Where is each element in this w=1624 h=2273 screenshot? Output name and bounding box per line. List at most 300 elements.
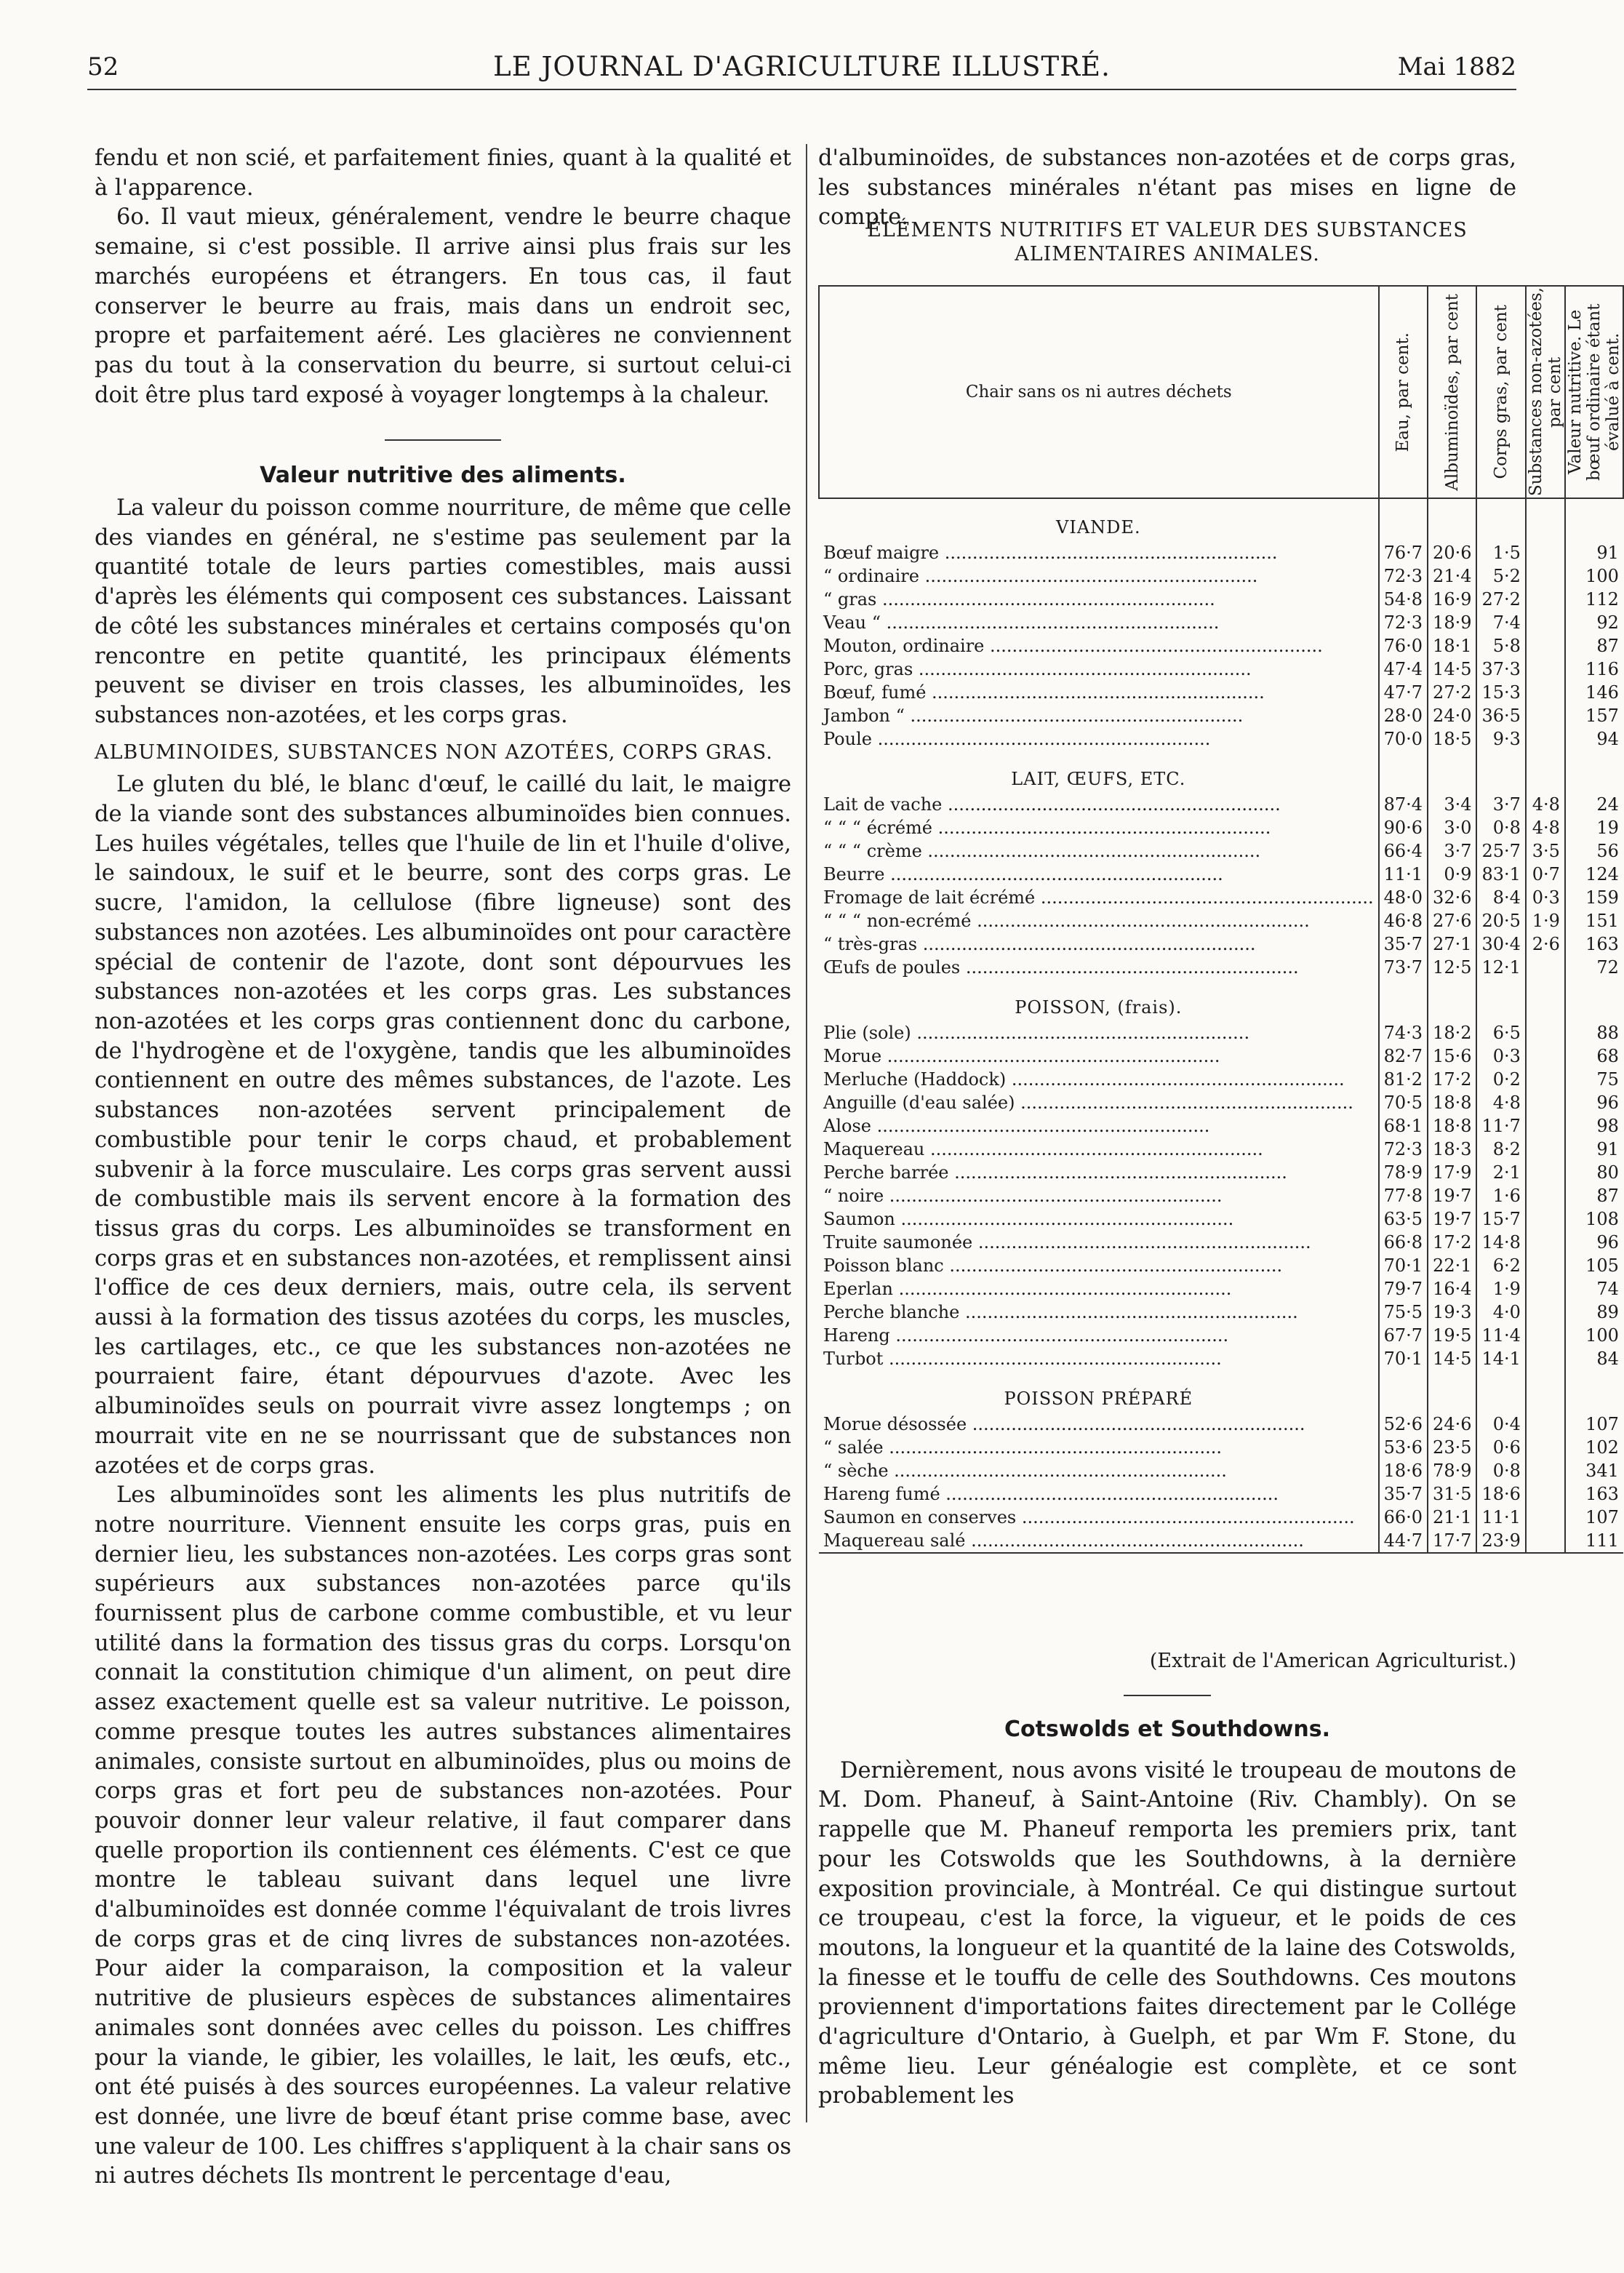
- source-citation: (Extrait de l'American Agriculturist.): [1149, 1650, 1516, 1672]
- table-cell: 100: [1565, 1324, 1623, 1347]
- table-row: [819, 909, 1623, 932]
- table-cell: 11·4: [1476, 1324, 1525, 1347]
- table-cell: 0·3: [1526, 886, 1565, 909]
- row-label: “ “ “ écrémé ............................................................: [823, 818, 1271, 838]
- table-cell: 91: [1565, 541, 1623, 564]
- table-cell: 0·2: [1476, 1068, 1525, 1091]
- table-cell: [1476, 1370, 1525, 1413]
- paragraph: 6o. Il vaut mieux, généralement, vendre le beurre chaque semaine, si c'est possible. Il arrive ainsi plus frais sur les marchés européens et étrangers. En tous cas, il faut conserver le beurre au frais, mais dans un endroit sec, propre et parfaitement aéré. Les glacières ne conviennent pas du tout à la conservation du beurre, si surtout celui-ci doit être plus tard exposé à voyager longtemps à la chaleur.: [95, 204, 791, 408]
- table-cell: 25·7: [1476, 839, 1525, 863]
- table-cell: 111: [1565, 1529, 1623, 1553]
- table-cell: 76·7: [1379, 541, 1428, 564]
- table-cell: 159: [1565, 886, 1623, 909]
- table-cell: 27·2: [1476, 588, 1525, 611]
- table-cell: 11·7: [1476, 1114, 1525, 1138]
- table-cell: [1526, 1044, 1565, 1068]
- table-cell: [1526, 1161, 1565, 1184]
- table-cell: 28·0: [1379, 704, 1428, 727]
- table-cell: 47·4: [1379, 658, 1428, 681]
- table-row: [819, 839, 1623, 863]
- row-label: Veau “ ............................................................: [823, 612, 1220, 633]
- table-cell: [1526, 1254, 1565, 1277]
- table-cell: 20·5: [1476, 909, 1525, 932]
- table-cell: 68: [1565, 1044, 1623, 1068]
- table-cell: [1379, 1370, 1428, 1413]
- table-row: [819, 1413, 1623, 1436]
- table-cell: [1526, 541, 1565, 564]
- table-cell: 30·4: [1476, 932, 1525, 956]
- table-cell: 17·7: [1428, 1529, 1476, 1553]
- row-label: “ “ “ crème ............................................................: [823, 841, 1261, 861]
- table-cell: 12·1: [1476, 956, 1525, 979]
- table-cell: 74·3: [1379, 1021, 1428, 1044]
- table-title: ÉLÉMENTS NUTRITIFS ET VALEUR DES SUBSTANCES ALIMENTAIRES ANIMALES.: [867, 219, 1468, 265]
- table-cell: [1565, 751, 1623, 793]
- row-label: Mouton, ordinaire ............................................................: [823, 636, 1323, 656]
- table-cell: 151: [1565, 909, 1623, 932]
- table-cell: 1·6: [1476, 1184, 1525, 1207]
- journal-title: LE JOURNAL D'AGRICULTURE ILLUSTRÉ.: [493, 51, 1111, 82]
- table-cell: 18·9: [1428, 611, 1476, 634]
- table-cell: 27·1: [1428, 932, 1476, 956]
- row-label: Plie (sole) ............................................................: [823, 1023, 1250, 1043]
- table-cell: 2·1: [1476, 1161, 1525, 1184]
- table-cell: 91: [1565, 1138, 1623, 1161]
- table-row: [819, 588, 1623, 611]
- table-cell: 157: [1565, 704, 1623, 727]
- table-cell: [1526, 1413, 1565, 1436]
- table-cell: 0·7: [1526, 863, 1565, 886]
- table-cell: [1526, 979, 1565, 1021]
- section-title: Valeur nutritive des aliments.: [260, 463, 626, 489]
- table-cell: 96: [1565, 1091, 1623, 1114]
- table-cell: 63·5: [1379, 1207, 1428, 1231]
- row-label: Truite saumonée ............................................................: [823, 1232, 1311, 1253]
- table-cell: 67·7: [1379, 1324, 1428, 1347]
- table-cell: 0·8: [1476, 816, 1525, 839]
- table-cell: 24: [1565, 793, 1623, 816]
- table-cell: 0·8: [1476, 1459, 1525, 1482]
- table-row: [819, 1184, 1623, 1207]
- table-cell: 14·5: [1428, 1347, 1476, 1370]
- table-cell: [1379, 979, 1428, 1021]
- row-label: Perche barrée ............................................................: [823, 1162, 1287, 1183]
- table-cell: 5·2: [1476, 564, 1525, 588]
- table-row: [819, 704, 1623, 727]
- table-cell: 107: [1565, 1506, 1623, 1529]
- table-cell: 163: [1565, 932, 1623, 956]
- table-cell: 70·0: [1379, 727, 1428, 751]
- table-cell: 14·8: [1476, 1231, 1525, 1254]
- table-cell: 78·9: [1379, 1161, 1428, 1184]
- table-cell: 18·8: [1428, 1091, 1476, 1114]
- table-cell: 70·5: [1379, 1091, 1428, 1114]
- table-cell: 0·3: [1476, 1044, 1525, 1068]
- column-header: Substances non-azotées, par cent: [1526, 286, 1565, 498]
- table-cell: 19·5: [1428, 1324, 1476, 1347]
- table-cell: 18·1: [1428, 634, 1476, 658]
- table-row: [819, 863, 1623, 886]
- table-cell: [1526, 1370, 1565, 1413]
- table-cell: 11·1: [1476, 1506, 1525, 1529]
- table-cell: 87: [1565, 634, 1623, 658]
- table-cell: 14·1: [1476, 1347, 1525, 1370]
- row-label: Porc, gras ............................................................: [823, 659, 1252, 679]
- row-label: Saumon ............................................................: [823, 1209, 1234, 1229]
- table-row: [819, 1091, 1623, 1114]
- table-cell: [1526, 1114, 1565, 1138]
- table-row: [819, 611, 1623, 634]
- table-cell: 19·3: [1428, 1301, 1476, 1324]
- column-header: Chair sans os ni autres déchets: [819, 286, 1379, 498]
- row-label: Alose ............................................................: [823, 1116, 1210, 1136]
- table-cell: 17·9: [1428, 1161, 1476, 1184]
- paragraph: Le gluten du blé, le blanc d'œuf, le caillé du lait, le maigre de la viande sont des substances albuminoïdes bien connues. Les huiles végétales, telles que l'huile de lin et l'huile d'olive, le saindoux, le suif et le beurre, sont des corps gras. Le sucre, l'amidon, la cellulose (fibre ligneuse) sont des substances non azotées. Les albuminoïdes ont pour caractère spécial de contenir de l'azote, dont sont dépourvues les substances non-azotées et les corps gras. Les substances non-azotées et les corps gras contiennent donc du carbone, de l'hydrogène et de l'oxygène, tandis que les albuminoïdes contiennent en outre des mêmes substances, de l'azote. Les substances non-azotées servent principalement de combustible pour tenir le corps chaud, et probablement subvenir à la force musculaire. Les corps gras servent aussi de combustible mais ils servent encore à la formation des tissus gras du corps. Les albuminoïdes se transforment en corps gras et en substances non-azotées, et remplissent ainsi l'office de ces deux derniers, mais, outre cela, ils servent aussi à la formation des tissus azotées du corps, les muscles, les cartilages, etc., ce que les substances non-azotées ne pourraient faire, étant dépourvues d'azote. Avec les albuminoïdes seuls on pourrait vivre assez longtemps ; on mourrait vite en ne se nourrissant que de substances non azotées et de corps gras.: [95, 772, 791, 1479]
- table-row: [819, 727, 1623, 751]
- table-cell: 14·5: [1428, 658, 1476, 681]
- row-label: Merluche (Haddock) ............................................................: [823, 1069, 1345, 1090]
- table-group-heading: LAIT, ŒUFS, ETC.: [1011, 769, 1186, 789]
- table-row: [819, 1459, 1623, 1482]
- table-cell: [1565, 498, 1623, 541]
- table-row: [819, 564, 1623, 588]
- row-label: Œufs de poules ............................................................: [823, 957, 1299, 978]
- table-cell: [1526, 1436, 1565, 1459]
- row-label: Morue ............................................................: [823, 1046, 1220, 1066]
- row-label: Bœuf maigre ............................................................: [823, 543, 1278, 563]
- table-cell: [1526, 498, 1565, 541]
- table-row: [819, 816, 1623, 839]
- right-column-article: [818, 1695, 1516, 2112]
- table-row: [819, 886, 1623, 909]
- table-row: [819, 1529, 1623, 1553]
- row-label: “ salée ............................................................: [823, 1437, 1222, 1458]
- table-cell: 6·2: [1476, 1254, 1525, 1277]
- table-row: [819, 1436, 1623, 1459]
- table-cell: [1565, 979, 1623, 1021]
- table-cell: 74: [1565, 1277, 1623, 1301]
- table-cell: 4·8: [1526, 793, 1565, 816]
- table-cell: 18·5: [1428, 727, 1476, 751]
- table-cell: 3·7: [1428, 839, 1476, 863]
- table-cell: 108: [1565, 1207, 1623, 1231]
- table-cell: 35·7: [1379, 932, 1428, 956]
- table-cell: [1526, 634, 1565, 658]
- column-header: Corps gras, par cent: [1476, 286, 1525, 498]
- table-cell: 80: [1565, 1161, 1623, 1184]
- row-label: Hareng ............................................................: [823, 1325, 1229, 1346]
- section-title: Cotswolds et Southdowns.: [1004, 1717, 1331, 1742]
- column-header: Albuminoïdes, par cent: [1428, 286, 1476, 498]
- table-row: [819, 1482, 1623, 1506]
- table-cell: 163: [1565, 1482, 1623, 1506]
- table-cell: [1526, 727, 1565, 751]
- table-cell: 3·4: [1428, 793, 1476, 816]
- table-cell: 24·0: [1428, 704, 1476, 727]
- row-label: “ noire ............................................................: [823, 1186, 1223, 1206]
- table-cell: [1428, 751, 1476, 793]
- table-cell: 68·1: [1379, 1114, 1428, 1138]
- table-row: [819, 1506, 1623, 1529]
- table-cell: 52·6: [1379, 1413, 1428, 1436]
- table-cell: [1526, 956, 1565, 979]
- table-cell: 79·7: [1379, 1277, 1428, 1301]
- table-cell: [1476, 751, 1525, 793]
- table-cell: [1379, 498, 1428, 541]
- table-cell: [1526, 1324, 1565, 1347]
- table-cell: [1526, 751, 1565, 793]
- table-cell: [1428, 498, 1476, 541]
- table-cell: 96: [1565, 1231, 1623, 1254]
- table-cell: 70·1: [1379, 1254, 1428, 1277]
- table-cell: 77·8: [1379, 1184, 1428, 1207]
- table-cell: 32·6: [1428, 886, 1476, 909]
- table-cell: 48·0: [1379, 886, 1428, 909]
- table-cell: 3·0: [1428, 816, 1476, 839]
- table-row: [819, 1114, 1623, 1138]
- row-label: “ très-gras ............................................................: [823, 934, 1256, 954]
- table-cell: 27·6: [1428, 909, 1476, 932]
- table-cell: 1·9: [1476, 1277, 1525, 1301]
- table-cell: [1526, 1021, 1565, 1044]
- table-row: [819, 541, 1623, 564]
- table-cell: 35·7: [1379, 1482, 1428, 1506]
- table-cell: 105: [1565, 1254, 1623, 1277]
- table-cell: 23·9: [1476, 1529, 1525, 1553]
- table-cell: 75: [1565, 1068, 1623, 1091]
- row-label: Eperlan ............................................................: [823, 1279, 1232, 1299]
- table-cell: [1526, 1207, 1565, 1231]
- table-row: [819, 658, 1623, 681]
- table-cell: 72·3: [1379, 611, 1428, 634]
- table-cell: 18·3: [1428, 1138, 1476, 1161]
- table-cell: 3·7: [1476, 793, 1525, 816]
- table-cell: 36·5: [1476, 704, 1525, 727]
- row-label: Saumon en conserves ............................................................: [823, 1507, 1355, 1527]
- table-cell: 18·2: [1428, 1021, 1476, 1044]
- table-cell: 46·8: [1379, 909, 1428, 932]
- table-cell: [1526, 1506, 1565, 1529]
- table-cell: 112: [1565, 588, 1623, 611]
- paragraph: La valeur du poisson comme nourriture, de même que celle des viandes en général, ne s'estime pas seulement par la quantité totale de leurs parties comestibles, mais aussi d'après les éléments qui composent ces substances. Laissant de côté les substances minérales et certains composés qu'on rencontre en petite quantité, les principaux éléments peuvent se diviser en trois classes, les albuminoïdes, les substances non-azotées, et les corps gras.: [95, 495, 791, 728]
- table-row: [819, 681, 1623, 704]
- table-cell: 66·4: [1379, 839, 1428, 863]
- table-row: [819, 956, 1623, 979]
- table-cell: 98: [1565, 1114, 1623, 1138]
- table-cell: 24·6: [1428, 1413, 1476, 1436]
- row-label: Fromage de lait écrémé ............................................................: [823, 887, 1374, 908]
- table-row: [819, 1138, 1623, 1161]
- table-cell: 0·4: [1476, 1413, 1525, 1436]
- table-cell: [1526, 658, 1565, 681]
- table-cell: 78·9: [1428, 1459, 1476, 1482]
- table-cell: 88: [1565, 1021, 1623, 1044]
- row-label: Bœuf, fumé ............................................................: [823, 682, 1265, 703]
- table-cell: 15·6: [1428, 1044, 1476, 1068]
- table-cell: 89: [1565, 1301, 1623, 1324]
- table-cell: 2·6: [1526, 932, 1565, 956]
- table-cell: [1476, 979, 1525, 1021]
- row-label: Morue désossée ............................................................: [823, 1414, 1305, 1434]
- column-divider: [806, 144, 807, 2122]
- table-cell: 107: [1565, 1413, 1623, 1436]
- table-row: [819, 1044, 1623, 1068]
- table-row: [819, 634, 1623, 658]
- table-cell: [1526, 564, 1565, 588]
- table-cell: 94: [1565, 727, 1623, 751]
- table-cell: 4·8: [1476, 1091, 1525, 1114]
- row-label: “ “ “ non-ecrémé ............................................................: [823, 911, 1310, 931]
- column-header: Eau, par cent.: [1379, 286, 1428, 498]
- table-cell: 19: [1565, 816, 1623, 839]
- table-cell: 84: [1565, 1347, 1623, 1370]
- table-cell: 66·8: [1379, 1231, 1428, 1254]
- table-cell: [1526, 611, 1565, 634]
- table-cell: 15·7: [1476, 1207, 1525, 1231]
- table-cell: 16·9: [1428, 588, 1476, 611]
- table-cell: [1526, 681, 1565, 704]
- table-cell: 31·5: [1428, 1482, 1476, 1506]
- table-cell: 87·4: [1379, 793, 1428, 816]
- table-cell: 22·1: [1428, 1254, 1476, 1277]
- table-cell: 8·4: [1476, 886, 1525, 909]
- table-row: [819, 1301, 1623, 1324]
- paragraph: d'albuminoïdes, de substances non-azotées et de corps gras, les substances minérales n'étant pas mises en ligne de compte.: [818, 145, 1516, 231]
- table-cell: 72·3: [1379, 1138, 1428, 1161]
- table-cell: 12·5: [1428, 956, 1476, 979]
- row-label: Beurre ............................................................: [823, 864, 1223, 884]
- table-cell: 27·2: [1428, 681, 1476, 704]
- table-group-heading: POISSON PRÉPARÉ: [1004, 1389, 1193, 1409]
- table-row: [819, 1347, 1623, 1370]
- table-cell: 18·6: [1476, 1482, 1525, 1506]
- table-row: [819, 1161, 1623, 1184]
- issue-date: Mai 1882: [1397, 52, 1516, 81]
- table-cell: 72·3: [1379, 564, 1428, 588]
- table-cell: 3·5: [1526, 839, 1565, 863]
- table-cell: 76·0: [1379, 634, 1428, 658]
- table-cell: 18·8: [1428, 1114, 1476, 1138]
- table-cell: 18·6: [1379, 1459, 1428, 1482]
- row-label: Perche blanche ............................................................: [823, 1302, 1298, 1322]
- row-label: Jambon “ ............................................................: [823, 706, 1244, 726]
- table-cell: 4·8: [1526, 816, 1565, 839]
- table-cell: 146: [1565, 681, 1623, 704]
- table-cell: 23·5: [1428, 1436, 1476, 1459]
- table-cell: 16·4: [1428, 1277, 1476, 1301]
- row-label: “ ordinaire ............................................................: [823, 566, 1258, 586]
- table-cell: 83·1: [1476, 863, 1525, 886]
- table-cell: 11·1: [1379, 863, 1428, 886]
- table-cell: [1526, 1301, 1565, 1324]
- table-cell: 87: [1565, 1184, 1623, 1207]
- table-cell: 1·9: [1526, 909, 1565, 932]
- page-header: [87, 44, 1516, 87]
- table-cell: 92: [1565, 611, 1623, 634]
- paragraph: fendu et non scié, et parfaitement finies, quant à la qualité et à l'apparence.: [95, 145, 791, 201]
- table-row: [819, 1207, 1623, 1231]
- section-rule: [385, 439, 501, 441]
- table-row: [819, 1231, 1623, 1254]
- table-cell: 1·5: [1476, 541, 1525, 564]
- table-cell: 53·6: [1379, 1436, 1428, 1459]
- row-label: Turbot ............................................................: [823, 1349, 1222, 1369]
- row-label: Maquereau ............................................................: [823, 1139, 1263, 1159]
- table-cell: 17·2: [1428, 1068, 1476, 1091]
- table-cell: 19·7: [1428, 1184, 1476, 1207]
- table-row: [819, 1068, 1623, 1091]
- page-number: 52: [87, 52, 119, 81]
- table-row: [819, 1277, 1623, 1301]
- table-cell: [1526, 588, 1565, 611]
- table-cell: 7·4: [1476, 611, 1525, 634]
- table-cell: 73·7: [1379, 956, 1428, 979]
- table-cell: 9·3: [1476, 727, 1525, 751]
- table-cell: [1526, 1482, 1565, 1506]
- left-column: [95, 144, 791, 2192]
- row-label: Poule ............................................................: [823, 729, 1211, 749]
- table-group-heading: POISSON, (frais).: [1015, 997, 1183, 1018]
- table-cell: 37·3: [1476, 658, 1525, 681]
- table-cell: 56: [1565, 839, 1623, 863]
- table-cell: 17·2: [1428, 1231, 1476, 1254]
- table-cell: 341: [1565, 1459, 1623, 1482]
- table-cell: [1526, 1347, 1565, 1370]
- table-cell: 44·7: [1379, 1529, 1428, 1553]
- table-row: [819, 793, 1623, 816]
- table-cell: 21·1: [1428, 1506, 1476, 1529]
- table-cell: [1526, 1277, 1565, 1301]
- row-label: “ sèche ............................................................: [823, 1461, 1227, 1481]
- table-cell: 4·0: [1476, 1301, 1525, 1324]
- paragraph: Les albuminoïdes sont les aliments les plus nutritifs de notre nourriture. Viennent ensuite les corps gras, puis en dernier lieu, les substances non-azotées. Les corps gras sont supérieurs aux substances non-azotées parce qu'ils fournissent plus de carbone comme combustible, et vu leur utilité dans la formation des tissus gras du corps. Lorsqu'on connait la constitution chimique d'un aliment, on peut dire assez exactement quelle est sa valeur nutritive. Le poisson, comme presque toutes les autres substances alimentaires animales, consiste surtout en albuminoïdes, plus ou moins de corps gras et fort peu de substances non-azotées. Pour pouvoir donner leur valeur relative, il faut comparer dans quelle proportion ils contiennent ces éléments. C'est ce que montre le tableau suivant dans lequel une livre d'albuminoïdes est donnée comme l'équivalant de trois livres de corps gras et de cinq livres de substances non-azotées. Pour aider la comparaison, la composition et la valeur nutritive de plusieurs espèces de substances alimentaires animales sont données avec celles du poisson. Les chiffres pour la viande, le gibier, les volailles, le lait, les œufs, etc., ont été puisés à des sources européennes. La valeur relative est donnée, une livre de bœuf étant prise comme base, avec une valeur de 100. Les chiffres s'appliquent à la chair sans os ni autres déchets Ils montrent le percentage d'eau,: [95, 1482, 791, 2189]
- table-cell: 0·6: [1476, 1436, 1525, 1459]
- table-cell: 66·0: [1379, 1506, 1428, 1529]
- table-cell: [1428, 979, 1476, 1021]
- row-label: Anguille (d'eau salée) ............................................................: [823, 1092, 1353, 1113]
- row-label: Maquereau salé ............................................................: [819, 1529, 1379, 1553]
- table-cell: [1526, 1184, 1565, 1207]
- table-cell: [1565, 1370, 1623, 1413]
- table-cell: 21·4: [1428, 564, 1476, 588]
- table-row: [819, 1324, 1623, 1347]
- paragraph: Dernièrement, nous avons visité le troupeau de moutons de M. Dom. Phaneuf, à Saint-Antoine (Riv. Chambly). On se rappelle que M. Phaneuf remporta les premiers prix, tant pour les Cotswolds que les Southdowns, à la dernière exposition provinciale, à Montréal. Ce qui distingue surtout ce troupeau, c'est la force, la vigueur, et le poids de ces moutons, la longueur et la quantité de la laine des Cotswolds, la finesse et le touffu de celle des Southdowns. Ces moutons proviennent d'importations faites directement par le Collége d'agriculture d'Ontario, à Guelph, et par Wm F. Stone, du même lieu. Leur généalogie est complète, et ce sont probablement les: [818, 1757, 1516, 2109]
- table-cell: 75·5: [1379, 1301, 1428, 1324]
- table-cell: [1428, 1370, 1476, 1413]
- column-header: Valeur nutritive. Le bœuf ordinaire étant évalué à cent.: [1565, 286, 1623, 498]
- table-cell: 72: [1565, 956, 1623, 979]
- table-cell: [1526, 1459, 1565, 1482]
- table-cell: [1379, 751, 1428, 793]
- row-label: Hareng fumé ............................................................: [823, 1484, 1279, 1504]
- table-cell: 15·3: [1476, 681, 1525, 704]
- table-cell: 102: [1565, 1436, 1623, 1459]
- table-cell: 5·8: [1476, 634, 1525, 658]
- table-row: [819, 1254, 1623, 1277]
- table-row: [819, 932, 1623, 956]
- table-cell: 19·7: [1428, 1207, 1476, 1231]
- table-cell: 81·2: [1379, 1068, 1428, 1091]
- table-cell: [1526, 1529, 1565, 1553]
- section-rule: [1124, 1695, 1211, 1696]
- table-cell: 0·9: [1428, 863, 1476, 886]
- table-cell: 70·1: [1379, 1347, 1428, 1370]
- table-cell: 90·6: [1379, 816, 1428, 839]
- table-cell: 100: [1565, 564, 1623, 588]
- table-cell: 6·5: [1476, 1021, 1525, 1044]
- table-cell: [1526, 1138, 1565, 1161]
- table-cell: [1526, 704, 1565, 727]
